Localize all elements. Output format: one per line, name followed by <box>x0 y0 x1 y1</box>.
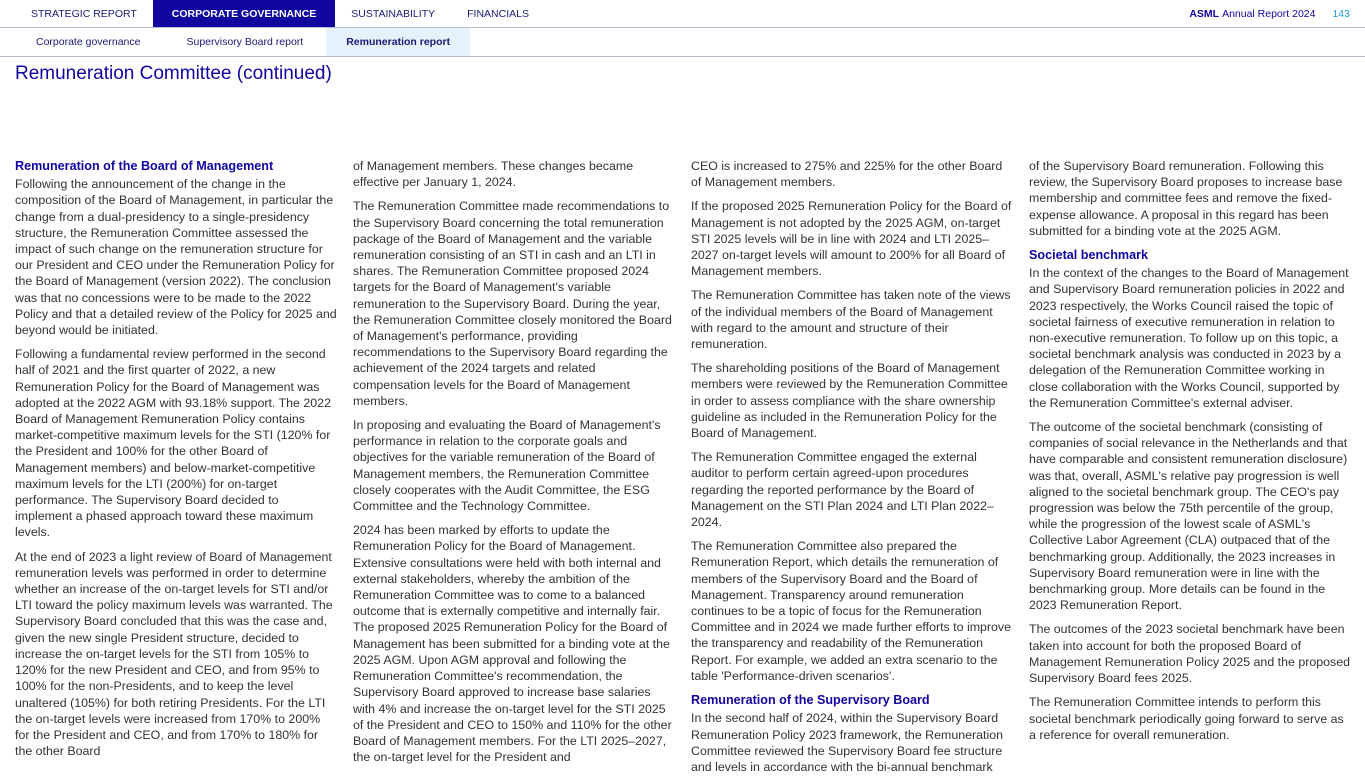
text-column <box>1029 158 1351 783</box>
top-navigation <box>0 0 1365 28</box>
page-number: 143 <box>1332 8 1350 20</box>
subtab-remuneration-report[interactable]: Remuneration report <box>326 28 470 56</box>
paragraph: The Remuneration Committee intends to perform this societal benchmark periodically going forward to serve as a reference for overall remuneration. <box>1029 695 1344 742</box>
paragraph: In the context of the changes to the Board of Management and Supervisory Board remuneration policies in 2022 and 2023 respectively, the Works Council raised the topic of societal fairness of executive remuneration in relation to non-executive remuneration. To follow up on this topic, a societal benchmark analysis was conducted in 2023 by a delegation of the Remuneration Committee working in close collaboration with the Works Council, supported by the Remuneration Committee's external adviser. <box>1029 266 1349 410</box>
paragraph: The Remuneration Committee engaged the external auditor to perform certain agreed-upon procedures regarding the reported performance by the Board of Management on the STI Plan 2024 and LTI Plan 2022–2024. <box>691 450 994 530</box>
subtab-corporate-governance[interactable]: Corporate governance <box>36 36 141 48</box>
text-column <box>691 158 1013 783</box>
paragraph: The outcomes of the 2023 societal benchmark have been taken into account for both the proposed Board of Management Remuneration Policy 2025 and the proposed Supervisory Board fees 2025. <box>1029 622 1350 686</box>
paragraph: At the end of 2023 a light review of Board of Management remuneration levels was performed in order to determine whether an increase of the on-target levels for STI and/or LTI toward the policy maximum levels was warranted. The Supervisory Board concluded that this was the case and, given the new single President structure, decided to increase the on-target levels for the STI from 105% to 120% for the new President and CEO, and from 95% to 100% for the non-Presidents, and to keep the level unaltered (105%) for both retiring Presidents. For the LTI the on-target levels were increased from 170% to 200% for the President and CEO, and from 170% to 180% for the other Board <box>15 549 333 759</box>
tab-corporate-governance[interactable]: CORPORATE GOVERNANCE <box>153 0 335 27</box>
text-column <box>353 158 675 783</box>
paragraph: The outcome of the societal benchmark (consisting of companies of social relevance in the Netherlands and that have comparable and consistent remuneration disclosure) was that, overall, ASML's relative pay progression is well aligned to the societal benchmark group. The CEO's pay progression was below the 75th percentile of the group, while the progression of the lowest scale of ASML's Collective Labor Agreement (CLA) outpaced that of the benchmarking group. Additionally, the 2023 increases in Supervisory Board remuneration were in line with the benchmarking group. More details can be found in the 2023 Remuneration Report. <box>1029 420 1348 613</box>
sub-navigation <box>0 28 1365 57</box>
paragraph: 2024 has been marked by efforts to update the Remuneration Policy for the Board of Management. Extensive consultations were held with both internal and external stakeholders, whereby the ambition of the Remuneration Committee was to come to a balanced outcome that is externally competitive and internally fair. The proposed 2025 Remuneration Policy for the Board of Management has been submitted for a binding vote at the 2025 AGM. Upon AGM approval and following the Remuneration Committee's recommendation, the Supervisory Board approved to increase base salaries with 4% and increase the on-target level for the STI 2025 of the President and CEO to 150% and 110% for the other Board of Management members. For the LTI 2025–2027, the on-target level for the President and <box>353 523 672 765</box>
paragraph: The Remuneration Committee made recommendations to the Supervisory Board concerning the total remuneration package of the Board of Management and the variable remuneration consisting of an STI in cash and an LTI in shares. The Remuneration Committee proposed 2024 targets for the Board of Management's variable remuneration to the Supervisory Board. During the year, the Remuneration Committee closely monitored the Board of Management's performance, providing recommendations to the Supervisory Board regarding the achievement of the 2024 targets and related compensation levels for the Board of Management members. <box>353 199 672 408</box>
paragraph: In proposing and evaluating the Board of Management's performance in relation to the corporate goals and objectives for the variable remuneration of the Board of Management members, the Remuneration Committee closely cooperates with the Audit Committee, the ESG Committee and the Technology Committee. <box>353 418 661 514</box>
body-columns <box>15 158 1351 783</box>
paragraph: In the second half of 2024, within the Supervisory Board Remuneration Policy 2023 framework, the Remuneration Committee reviewed the Supervisory Board fee structure and levels in accordance with the bi-annual benchmark <box>691 711 1003 774</box>
section-heading: Societal benchmark <box>1029 248 1148 263</box>
report-brand <box>1189 0 1350 28</box>
tab-strategic-report[interactable]: STRATEGIC REPORT <box>31 7 137 20</box>
section-heading: Remuneration of the Board of Management <box>15 159 274 173</box>
paragraph: of Management members. These changes became effective per January 1, 2024. <box>353 159 634 190</box>
text-column <box>15 158 337 783</box>
paragraph: The shareholding positions of the Board of Management members were reviewed by the Remuneration Committee in order to assess compliance with the share ownership guideline as included in the Remuneration Policy for the Board of Management. <box>691 361 1008 441</box>
subtab-supervisory-board-report[interactable]: Supervisory Board report <box>186 36 304 48</box>
brand-logo-text: ASML <box>1189 8 1220 20</box>
paragraph: Following a fundamental review performed in the second half of 2021 and the first quarter of 2022, a new Remuneration Policy for the Board of Management was adopted at the 2022 AGM with 93.18% support. The 2022 Board of Management Remuneration Policy contains market-competitive maximum levels for the STI (120% for the President and 100% for the other Board of Management members) and below-market-competitive maximum levels for the LTI (200%) for on-target performance. The Supervisory Board decided to implement a phased approach toward these maximum levels. <box>15 347 331 540</box>
paragraph: Following the announcement of the change in the composition of the Board of Management, in particular the change from a dual-presidency to a single-presidency structure, the Remuneration Committee assessed the impact of such change on the remuneration structure for our President and CEO under the Remuneration Policy for the Board of Management (version 2022). The conclusion was that no concessions were to be made to the 2022 Policy and that a detailed review of the Policy for 2025 and beyond would be initiated. <box>15 177 337 338</box>
page-title: Remuneration Committee (continued) <box>15 63 332 84</box>
paragraph: The Remuneration Committee has taken note of the views of the individual members of the Board of Management with regard to the amount and structure of their remuneration. <box>691 288 1011 352</box>
paragraph: CEO is increased to 275% and 225% for the other Board of Management members. <box>691 159 1003 190</box>
section-heading: Remuneration of the Supervisory Board <box>691 693 930 708</box>
paragraph: The Remuneration Committee also prepared the Remuneration Report, which details the remuneration of members of the Supervisory Board and the Board of Management. Transparency around remuneration continues to be a topic of focus for the Remuneration Committee and in 2024 we made further efforts to improve the transparency and readability of the Remuneration Report. For example, we added an extra scenario to the table 'Performance-driven scenarios'. <box>691 539 1012 683</box>
paragraph: of the Supervisory Board remuneration. Following this review, the Supervisory Board proposes to increase base membership and committee fees and remove the fixed-expense allowance. A proposal in this regard has been submitted for a binding vote at the 2025 AGM. <box>1029 159 1343 238</box>
report-title: Annual Report 2024 <box>1222 8 1316 20</box>
tab-financials[interactable]: FINANCIALS <box>467 7 529 20</box>
tab-sustainability[interactable]: SUSTAINABILITY <box>351 7 436 20</box>
paragraph: If the proposed 2025 Remuneration Policy for the Board of Management is not adopted by the 2025 AGM, on-target STI 2025 levels will be in line with 2024 and LTI 2025–2027 on-target levels will amount to 200% for all Board of Management members. <box>691 199 1012 279</box>
